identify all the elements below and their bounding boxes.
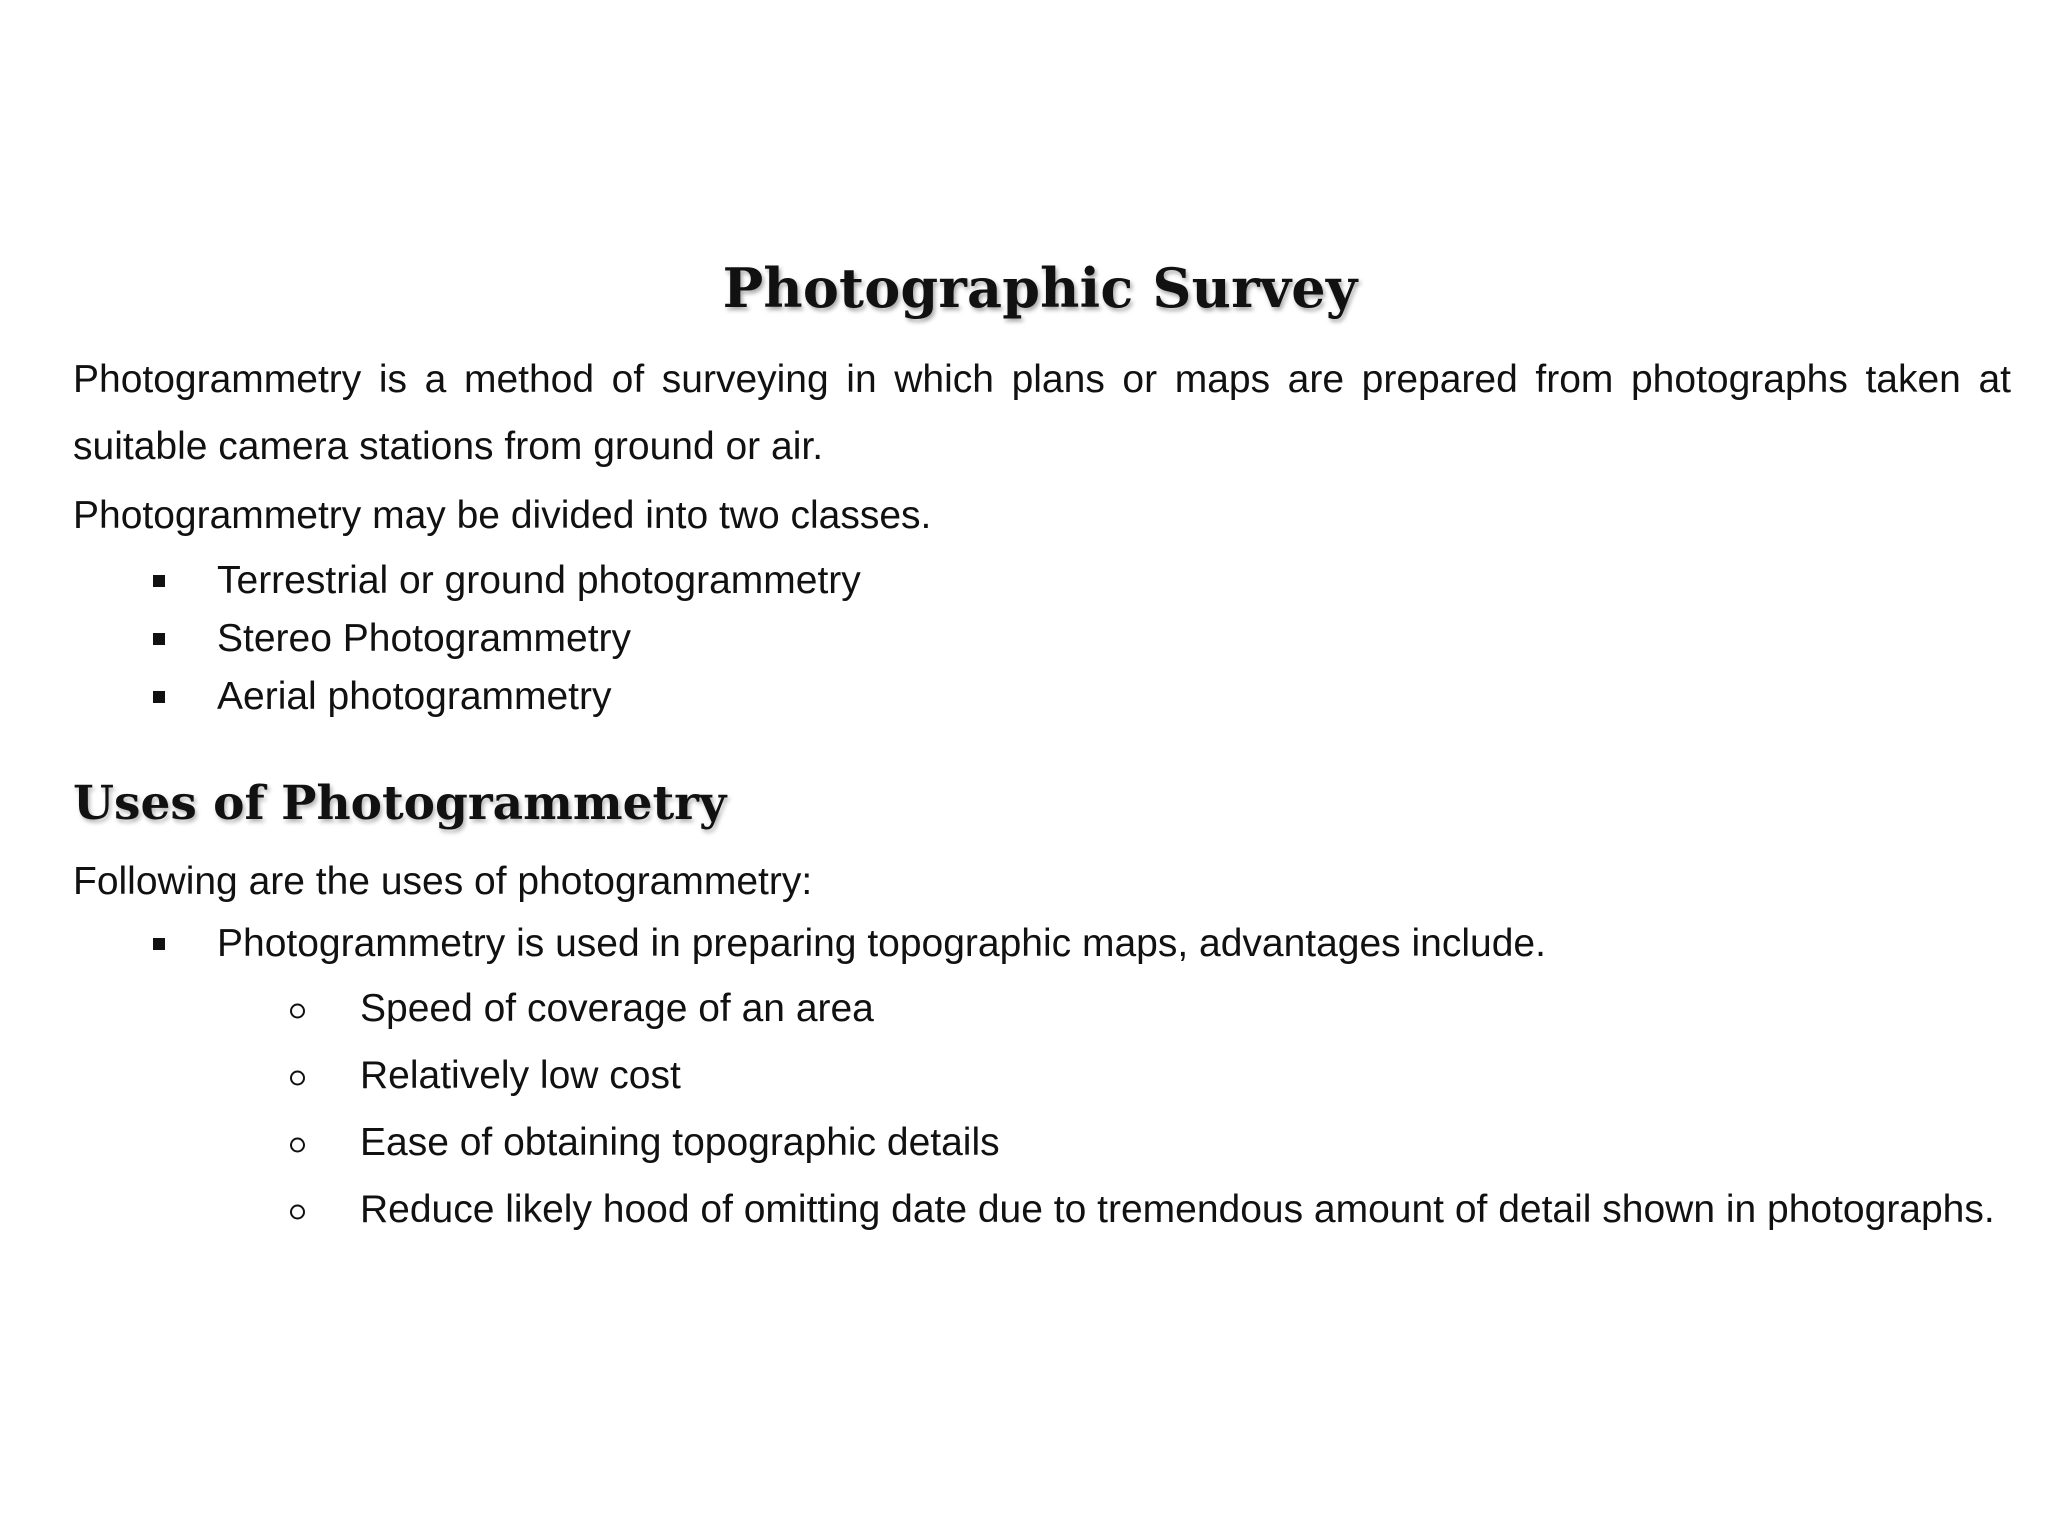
classes-intro: Photogrammetry may be divided into two classes.: [73, 494, 932, 537]
square-bullet-icon: [153, 938, 165, 950]
list-item-label: Ease of obtaining topographic details: [360, 1121, 1000, 1164]
list-item-speed: [360, 975, 2011, 1042]
circle-bullet-icon: [290, 1205, 305, 1220]
list-item-terrestrial: [217, 552, 861, 610]
list-item-label: Relatively low cost: [360, 1054, 681, 1097]
document-title: Photographic Survey: [722, 256, 1358, 320]
advantages-list: [360, 975, 2011, 1243]
uses-intro: Following are the uses of photogrammetry:: [73, 860, 813, 903]
list-item-label: Stereo Photogrammetry: [217, 617, 632, 660]
list-item-low-cost: [360, 1042, 2011, 1109]
list-item-label: Terrestrial or ground photogrammetry: [217, 559, 861, 602]
list-item-label: Speed of coverage of an area: [360, 987, 874, 1030]
list-item-label: Aerial photogrammetry: [217, 675, 612, 718]
circle-bullet-icon: [290, 1138, 305, 1153]
circle-bullet-icon: [290, 1004, 305, 1019]
classes-list: [217, 552, 861, 726]
intro-paragraph: Photogrammetry is a method of surveying in which plans or maps are prepared from photographs taken at suitable camera stations from ground or air.: [73, 358, 2011, 468]
list-item-topographic-maps: [217, 910, 1546, 977]
list-item-ease: [360, 1109, 2011, 1176]
list-item-reduce: [360, 1176, 2011, 1243]
circle-bullet-icon: [290, 1071, 305, 1086]
square-bullet-icon: [153, 633, 165, 645]
square-bullet-icon: [153, 575, 165, 587]
uses-list: [217, 910, 1546, 977]
list-item-label: Reduce likely hood of omitting date due to tremendous amount of detail shown in photographs.: [360, 1188, 1995, 1231]
list-item-label: Photogrammetry is used in preparing topographic maps, advantages include.: [217, 922, 1546, 965]
uses-heading: Uses of Photogrammetry: [73, 776, 727, 831]
list-item-stereo: [217, 610, 861, 668]
square-bullet-icon: [153, 691, 165, 703]
list-item-aerial: [217, 668, 861, 726]
